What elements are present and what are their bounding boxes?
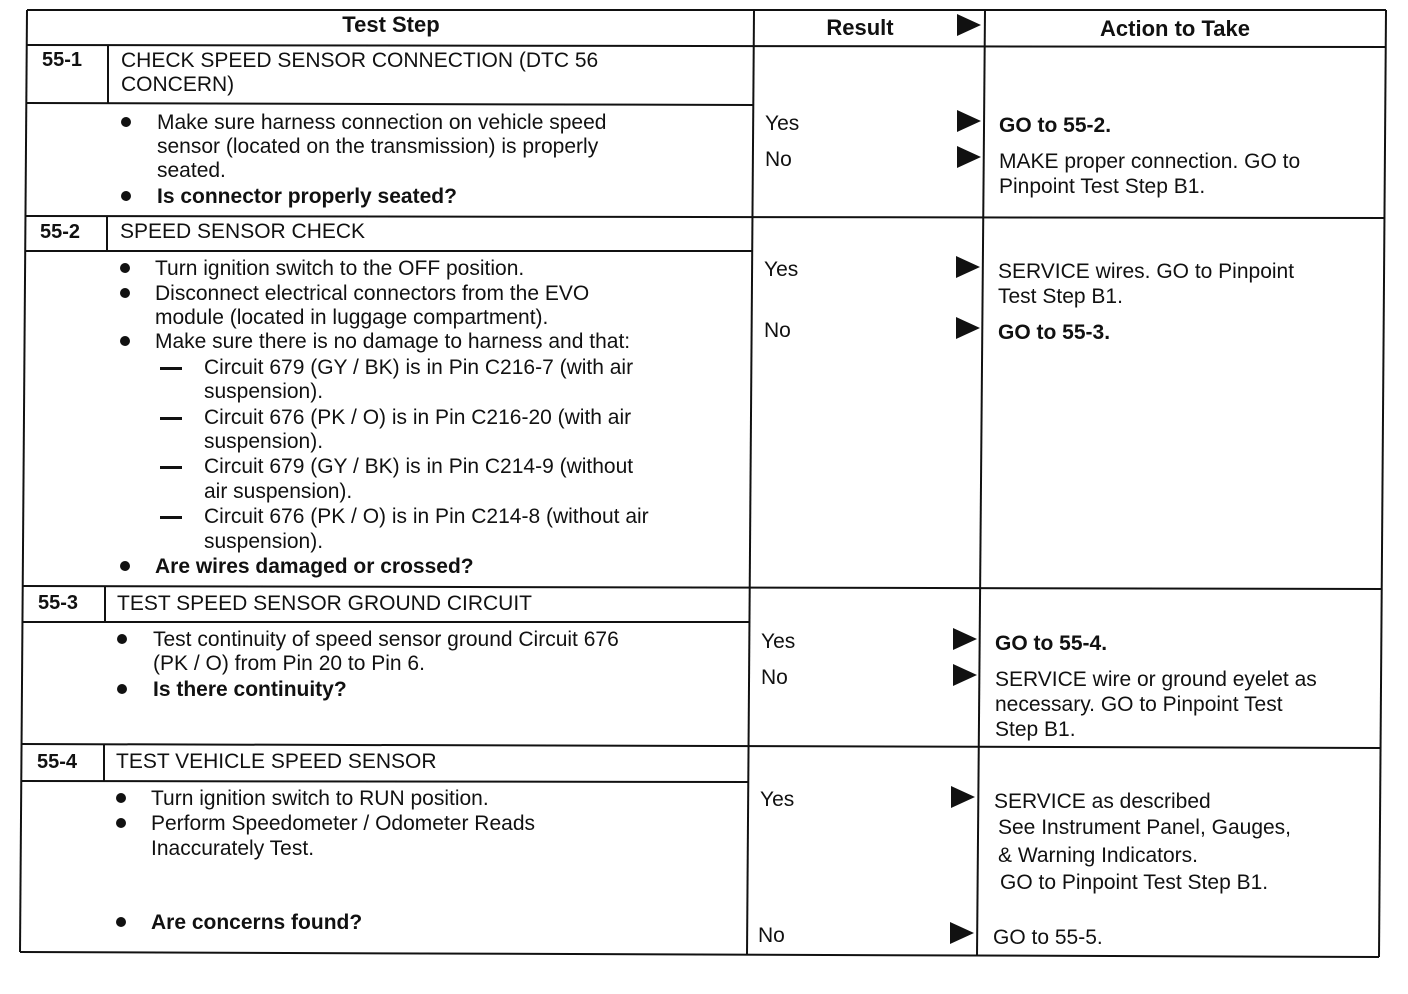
step-sub-instruction: Circuit 679 (GY / BK) is in Pin C214-9 (without — [204, 455, 634, 478]
step-question: Is connector properly seated? — [157, 185, 457, 208]
step-instruction: Inaccurately Test. — [151, 837, 315, 860]
step-number: 55-4 — [37, 751, 78, 773]
arrow-icon — [953, 664, 979, 686]
step-instruction: Perform Speedometer / Odometer Reads — [151, 812, 536, 835]
action-text: SERVICE as described — [994, 790, 1211, 813]
step-instruction: Make sure there is no damage to harness and that: — [155, 330, 631, 353]
bullet-icon — [117, 634, 127, 644]
result-no: No — [765, 148, 792, 171]
step-title: CHECK SPEED SENSOR CONNECTION (DTC 56 — [121, 49, 599, 72]
step-sub-instruction: suspension). — [204, 430, 324, 453]
action-text: GO to Pinpoint Test Step B1. — [1000, 871, 1269, 894]
arrow-icon — [953, 628, 979, 650]
action-text: GO to 55-5. — [993, 926, 1103, 949]
action-text: GO to 55-2. — [999, 114, 1112, 137]
step-title: TEST SPEED SENSOR GROUND CIRCUIT — [117, 592, 532, 615]
step-sub-instruction: air suspension). — [204, 480, 353, 503]
action-text: GO to 55-3. — [998, 321, 1111, 344]
action-text: GO to 55-4. — [995, 632, 1108, 655]
step-number: 55-3 — [38, 592, 79, 614]
header-result: Result — [826, 15, 894, 40]
bullet-icon — [121, 191, 131, 201]
step-question: Are wires damaged or crossed? — [155, 555, 474, 578]
bullet-icon — [120, 561, 130, 571]
bullet-icon — [121, 117, 131, 127]
step-instruction: seated. — [157, 159, 226, 182]
action-text: necessary. GO to Pinpoint Test — [995, 693, 1283, 716]
arrow-icon — [957, 110, 983, 132]
step-sub-instruction: Circuit 676 (PK / O) is in Pin C216-20 (with air — [204, 406, 632, 429]
step-title: CONCERN) — [121, 73, 235, 96]
step-instruction: Test continuity of speed sensor ground Circuit 676 — [153, 628, 619, 651]
arrow-icon — [950, 922, 976, 944]
result-yes: Yes — [765, 112, 800, 135]
step-title: TEST VEHICLE SPEED SENSOR — [116, 750, 437, 773]
step-instruction: module (located in luggage compartment). — [155, 306, 549, 329]
step-sub-instruction: Circuit 679 (GY / BK) is in Pin C216-7 (with air — [204, 356, 634, 379]
step-question: Is there continuity? — [153, 678, 347, 701]
action-text: & Warning Indicators. — [998, 844, 1198, 867]
step-instruction: Turn ignition switch to the OFF position. — [155, 257, 525, 280]
step-instruction: Disconnect electrical connectors from the EVO — [155, 282, 590, 305]
step-title: SPEED SENSOR CHECK — [120, 220, 366, 243]
step-sub-instruction: suspension). — [204, 530, 324, 553]
result-no: No — [761, 666, 788, 689]
header-action: Action to Take — [1100, 16, 1250, 41]
step-sub-instruction: suspension). — [204, 380, 324, 403]
action-text: Test Step B1. — [998, 285, 1123, 308]
bullet-icon — [120, 288, 130, 298]
action-text: Pinpoint Test Step B1. — [999, 175, 1206, 198]
bullet-icon — [116, 917, 126, 927]
step-instruction: Make sure harness connection on vehicle speed — [157, 111, 607, 134]
result-yes: Yes — [764, 258, 799, 281]
step-instruction: sensor (located on the transmission) is properly — [157, 135, 599, 158]
dash-icon — [160, 417, 182, 420]
dash-icon — [160, 367, 182, 370]
bullet-icon — [120, 336, 130, 346]
result-yes: Yes — [761, 630, 796, 653]
step-instruction: Turn ignition switch to RUN position. — [151, 787, 489, 810]
step-number: 55-2 — [40, 221, 81, 243]
arrow-icon — [956, 256, 982, 278]
bullet-icon — [120, 263, 130, 273]
bullet-icon — [116, 793, 126, 803]
header-arrow-icon — [957, 14, 983, 36]
result-yes: Yes — [760, 788, 795, 811]
result-no: No — [764, 319, 791, 342]
result-no: No — [758, 924, 785, 947]
action-text: SERVICE wire or ground eyelet as — [995, 668, 1317, 691]
arrow-icon — [957, 146, 983, 168]
step-number: 55-1 — [42, 49, 83, 71]
step-question: Are concerns found? — [151, 911, 363, 934]
header-test-step: Test Step — [342, 12, 440, 37]
step-instruction: (PK / O) from Pin 20 to Pin 6. — [153, 652, 425, 675]
action-text: Step B1. — [995, 718, 1076, 741]
action-text: See Instrument Panel, Gauges, — [998, 816, 1292, 839]
action-text: MAKE proper connection. GO to — [999, 150, 1301, 173]
arrow-icon — [956, 317, 982, 339]
action-text: SERVICE wires. GO to Pinpoint — [998, 260, 1295, 283]
dash-icon — [160, 516, 182, 519]
dash-icon — [160, 466, 182, 469]
bullet-icon — [117, 684, 127, 694]
bullet-icon — [116, 818, 126, 828]
arrow-icon — [951, 786, 977, 808]
step-sub-instruction: Circuit 676 (PK / O) is in Pin C214-8 (without air — [204, 505, 649, 528]
